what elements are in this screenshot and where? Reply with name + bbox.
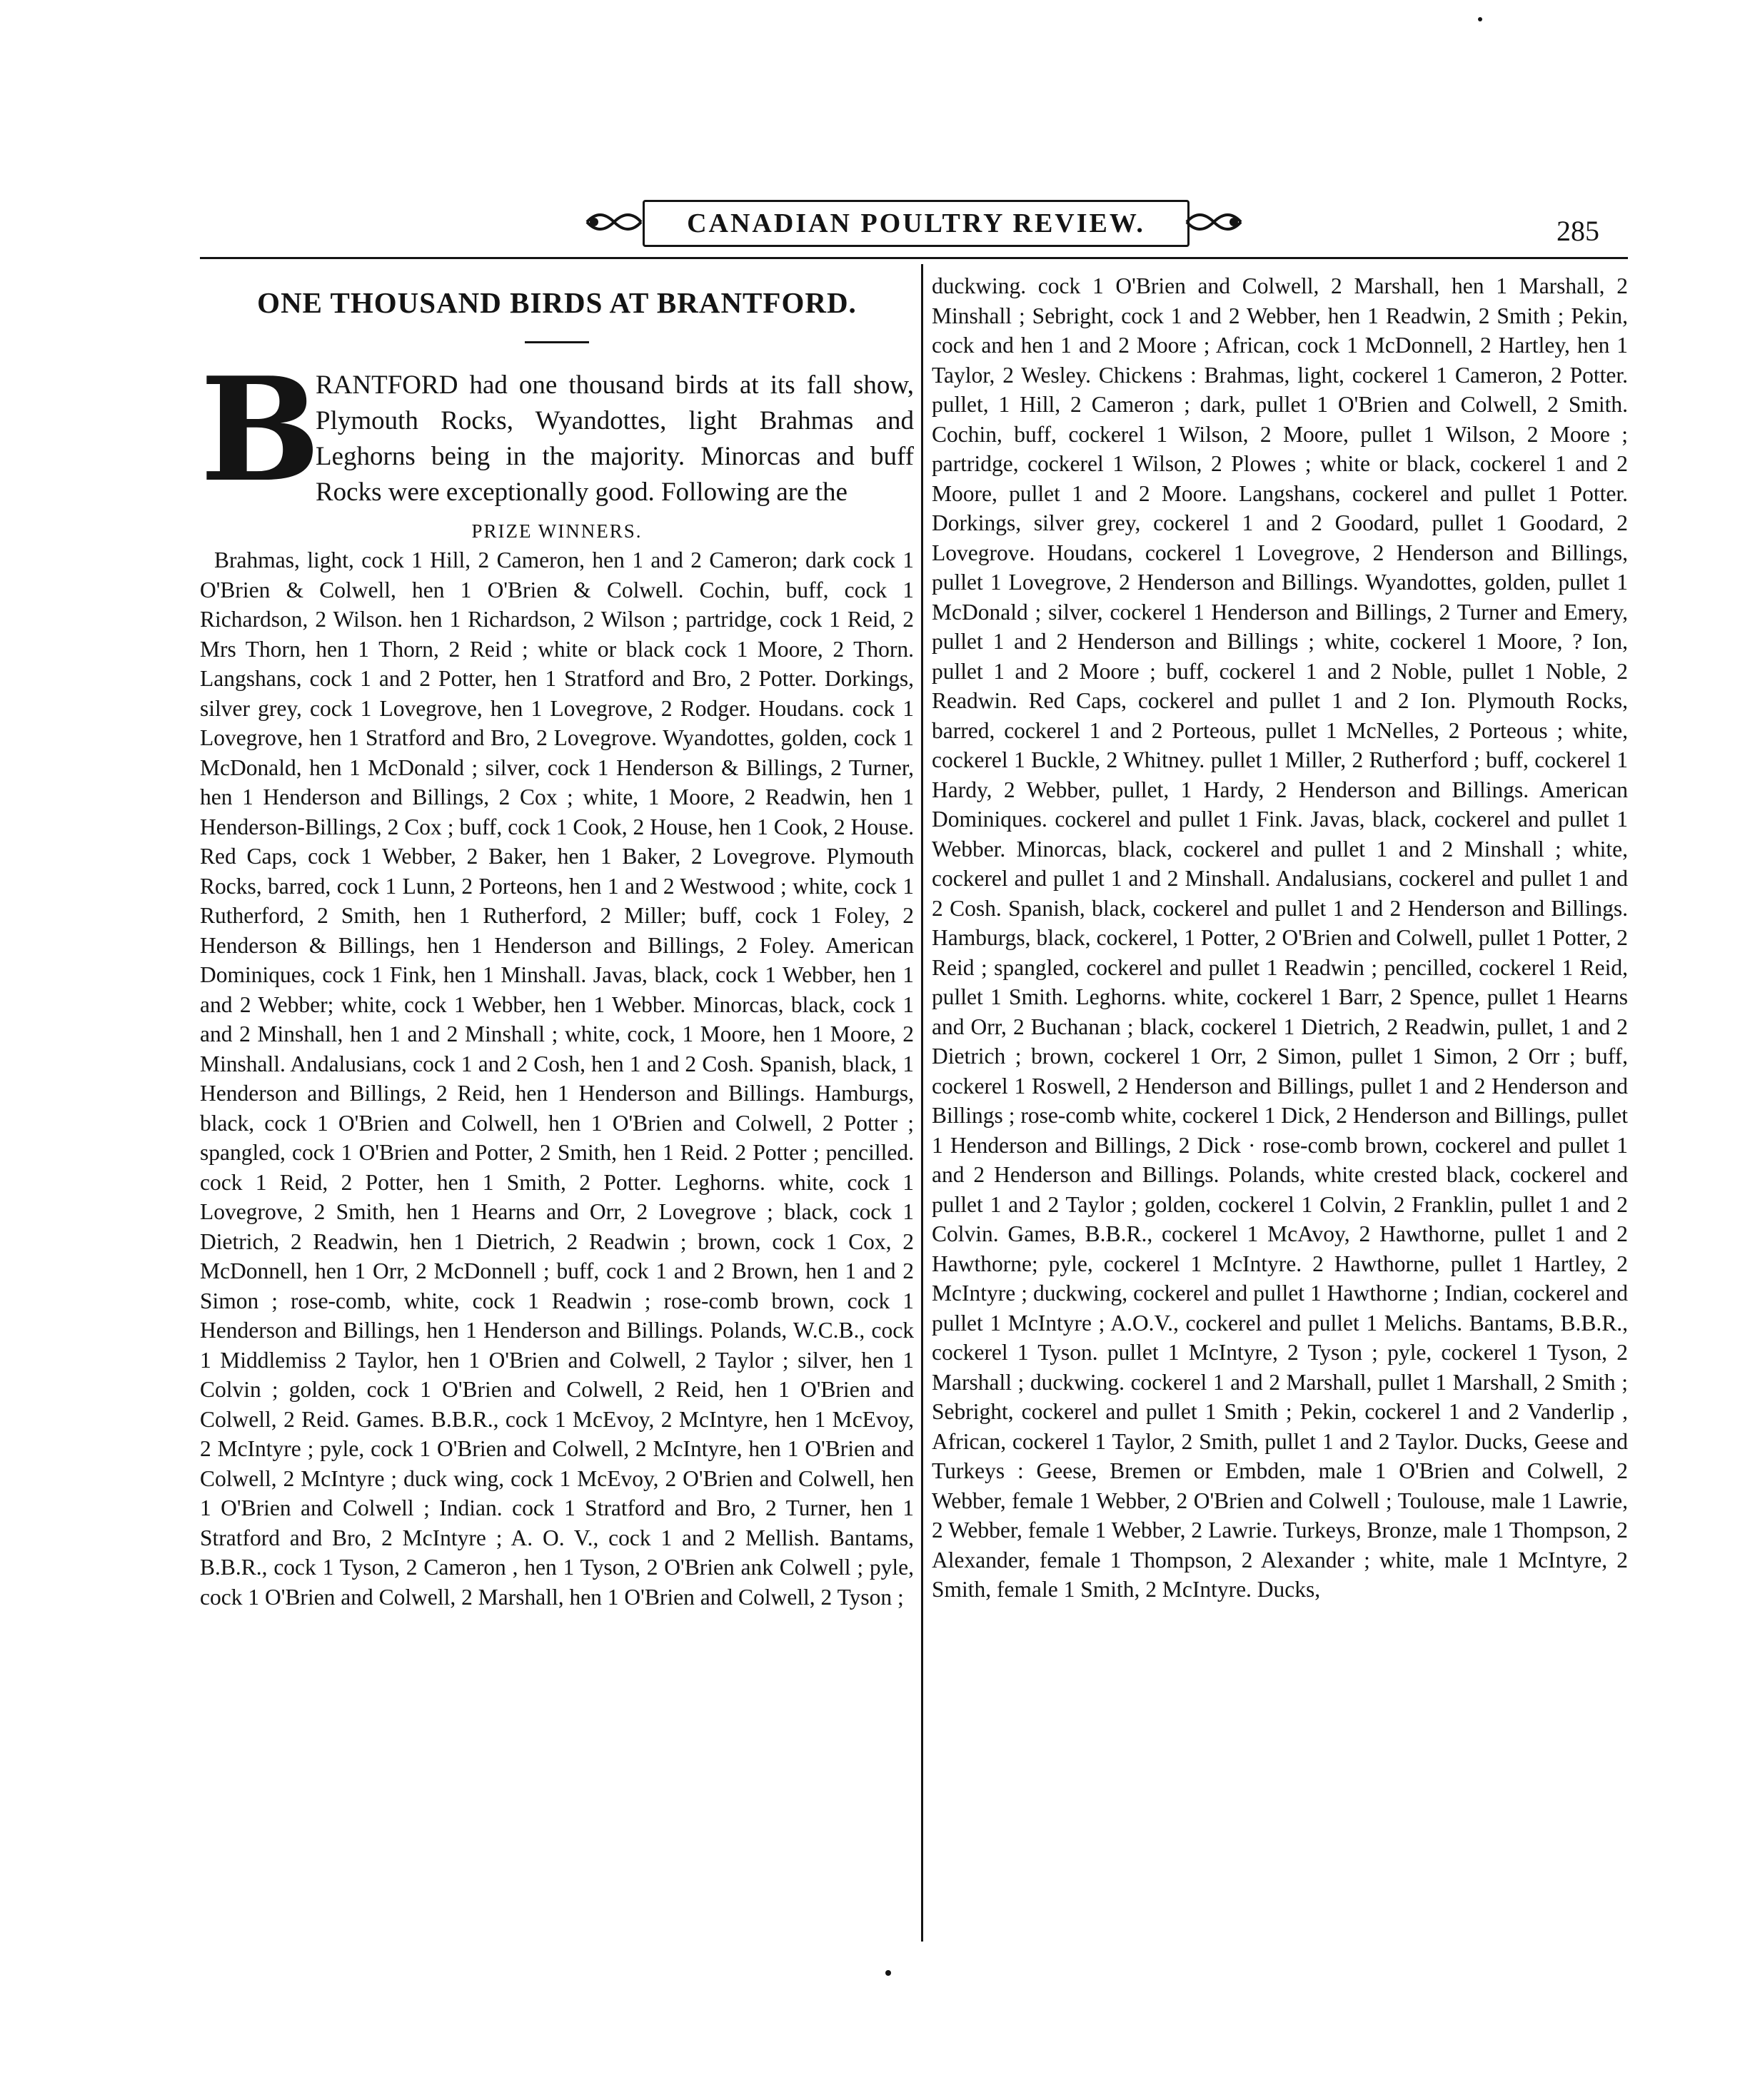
page-number: 285: [1557, 215, 1599, 247]
masthead: [200, 178, 1628, 257]
masthead-title: CANADIAN POULTRY REVIEW.: [643, 200, 1190, 247]
right-column: [932, 271, 1628, 1605]
ornament-left-icon: [585, 204, 643, 240]
header-rule: [200, 257, 1628, 259]
print-speck: [885, 1970, 891, 1976]
article-intro: [200, 346, 914, 514]
intro-text: RANTFORD had one thousand birds at its fall show, Plymouth Rocks, Wyandottes, light Brahmas and Leghorns being in the majority. Minorcas and buff Rocks were exceptionally good. Following are the: [316, 370, 914, 507]
column-divider: [921, 264, 923, 1942]
title-rule: [525, 341, 589, 343]
right-column-text: duckwing. cock 1 O'Brien and Colwell, 2 Marshall, hen 1 Marshall, 2 Minshall ; Sebright, cock 1 and 2 Webber, hen 1 Readwin, 2 Smith ; Pekin, cock and hen 1 and 2 Moore ; African, cock 1 McDonnell, 2 Hartley, hen 1 Taylor, 2 Wesley. Chickens : Brahmas, light, cockerel 1 Cameron, 2 Potter. pullet, 1 Hill, 2 Cameron ; dark, pullet 1 O'Brien and Colwell, 2 Smith. Cochin, buff, cockerel 1 Wilson, 2 Moore, pullet 1 Wilson, 2 Moore ; partridge, cockerel 1 Wilson, 2 Plowes ; white or black, cockerel 1 and 2 Moore, pullet 1 and 2 Moore. Langshans, cockerel and pullet 1 Potter. Dorkings, silver grey, cockerel 1 and 2 Goodard, pullet 1 Goodard, 2 Lovegrove. Houdans, cockerel 1 Lovegrove, 2 Henderson and Billings, pullet 1 Lovegrove, 2 Henderson and Billings. Wyandottes, golden, pullet 1 McDonald ; silver, cockerel 1 Henderson and Billings, 2 Turner and Emery, pullet 1 and 2 Henderson and Billings ; white, cockerel 1 Moore, ? Ion, pullet 1 and 2 Moore ; buff, cockerel 1 and 2 Noble, pullet 1 Noble, 2 Readwin. Red Caps, cockerel and pullet 1 and 2 Ion. Plymouth Rocks, barred, cockerel 1 and 2 Porteous, pullet 1 McNelles, 2 Porteous ; white, cockerel 1 Buckle, 2 Whitney. pullet 1 Miller, 2 Rutherford ; buff, cockerel 1 Hardy, 2 Webber, pullet, 1 Hardy, 2 Henderson and Billings. American Dominiques. cockerel and pullet 1 Fink. Javas, black, cockerel and pullet 1 Webber. Minorcas, black, cockerel and pullet 1 and 2 Minshall ; white, cockerel and pullet 1 and 2 Minshall. Andalusians, cockerel and pullet 1 and 2 Cosh. Spanish, black, cockerel and pullet 1 and 2 Henderson and Billings. Hamburgs, black, cockerel, 1 Potter, 2 O'Brien and Colwell, pullet 1 Potter, 2 Reid ; spangled, cockerel and pullet 1 Readwin ; pencilled, cockerel 1 Reid, pullet 1 Smith. Leghorns. white, cockerel 1 Barr, 2 Spence, pullet 1 Hearns and Orr, 2 Buchanan ; black, cockerel 1 Dietrich, 2 Readwin, pullet, 1 and 2 Dietrich ; brown, cockerel 1 Orr, 2 Simon, pullet 1 Simon, 2 Orr ; buff, cockerel 1 Roswell, 2 Henderson and Billings, pullet 1 and 2 Henderson and Billings ; rose-comb white, cockerel 1 Dick, 2 Henderson and Billings, pullet 1 Henderson and Billings, 2 Dick · rose-comb brown, cockerel and pullet 1 and 2 Henderson and Billings. Polands, white crested black, cockerel and pullet 1 and 2 Taylor ; golden, cockerel 1 Colvin, 2 Franklin, pullet 1 and 2 Colvin. Games, B.B.R., cockerel 1 McAvoy, 2 Hawthorne, pullet 1 and 2 Hawthorne; pyle, cockerel 1 McIntyre. 2 Hawthorne, pullet 1 Hartley, 2 McIntyre ; duckwing, cockerel and pullet 1 Hawthorne ; Indian, cockerel and pullet 1 McIntyre ; A.O.V., cockerel and pullet 1 Melichs. Bantams, B.B.R., cockerel 1 Tyson. pullet 1 McIntyre, 2 Tyson ; pyle, cockerel 1 Tyson, 2 Marshall ; duckwing. cockerel 1 and 2 Marshall, pullet 1 Marshall, 2 Smith ; Sebright, cockerel and pullet 1 Smith ; Pekin, cockerel 1 and 2 Vanderlip , African, cockerel 1 Taylor, 2 Smith, pullet 1 and 2 Taylor. Ducks, Geese and Turkeys : Geese, Bremen or Embden, male 1 O'Brien and Colwell, 2 Webber, female 1 Webber, 2 O'Brien and Colwell ; Toulouse, male 1 Lawrie, 2 Webber, female 1 Webber, 2 Lawrie. Turkeys, Bronze, male 1 Thompson, 2 Alexander, female 1 Thompson, 2 Alexander ; white, male 1 McIntyre, 2 Smith, female 1 Smith, 2 McIntyre. Ducks,: [932, 273, 1628, 1602]
prize-winners-heading: PRIZE WINNERS.: [471, 520, 643, 542]
ornament-right-icon: [1185, 204, 1242, 240]
left-column: [200, 271, 914, 1612]
article-title: ONE THOUSAND BIRDS AT BRANTFORD.: [257, 286, 857, 319]
drop-cap: B: [200, 346, 321, 514]
print-speck: [1478, 17, 1482, 21]
left-column-text: Brahmas, light, cock 1 Hill, 2 Cameron, hen 1 and 2 Cameron; dark cock 1 O'Brien & Colwell, hen 1 O'Brien & Colwell. Cochin, buff, cock 1 Richardson, 2 Wilson. hen 1 Richardson, 2 Wilson ; partridge, cock 1 Reid, 2 Mrs Thorn, hen 1 Thorn, 2 Reid ; white or black cock 1 Moore, 2 Thorn. Langshans, cock 1 and 2 Potter, hen 1 Stratford and Bro, 2 Potter. Dorkings, silver grey, cock 1 Lovegrove, hen 1 Lovegrove, 2 Rodger. Houdans. cock 1 Lovegrove, hen 1 Stratford and Bro, 2 Lovegrove. Wyandottes, golden, cock 1 McDonald, hen 1 McDonald ; silver, cock 1 Henderson & Billings, 2 Turner, hen 1 Henderson and Billings, 2 Cox ; white, 1 Moore, 2 Readwin, hen 1 Henderson-Billings, 2 Cox ; buff, cock 1 Cook, 2 House, hen 1 Cook, 2 House. Red Caps, cock 1 Webber, 2 Baker, hen 1 Baker, 2 Lovegrove. Plymouth Rocks, barred, cock 1 Lunn, 2 Porteons, hen 1 and 2 Westwood ; white, cock 1 Rutherford, 2 Smith, hen 1 Rutherford, 2 Miller; buff, cock 1 Foley, 2 Henderson & Billings, hen 1 Henderson and Billings, 2 Foley. American Dominiques, cock 1 Fink, hen 1 Minshall. Javas, black, cock 1 Webber, hen 1 and 2 Webber; white, cock 1 Webber, hen 1 Webber. Minorcas, black, cock 1 and 2 Minshall, hen 1 and 2 Minshall ; white, cock, 1 Moore, hen 1 Moore, 2 Minshall. Andalusians, cock 1 and 2 Cosh, hen 1 and 2 Cosh. Spanish, black, 1 Henderson and Billings, 2 Reid, hen 1 Henderson and Billings. Hamburgs, black, cock 1 O'Brien and Colwell, hen 1 O'Brien and Colwell, 2 Potter ; spangled, cock 1 O'Brien and Potter, 2 Smith, hen 1 Reid. 2 Potter ; pencilled. cock 1 Reid, 2 Potter, hen 1 Smith, 2 Potter. Leghorns. white, cock 1 Lovegrove, 2 Smith, hen 1 Hearns and Orr, 2 Lovegrove ; black, cock 1 Dietrich, 2 Readwin, hen 1 Dietrich, 2 Readwin ; brown, cock 1 Cox, 2 McDonnell, hen 1 Orr, 2 McDonnell ; buff, cock 1 and 2 Brown, hen 1 and 2 Simon ; rose-comb, white, cock 1 Readwin ; rose-comb brown, cock 1 Henderson and Billings, hen 1 Henderson and Billings. Polands, W.C.B., cock 1 Middlemiss 2 Taylor, hen 1 O'Brien and Colwell, 2 Taylor ; silver, hen 1 Colvin ; golden, cock 1 O'Brien and Colwell, 2 Reid, hen 1 O'Brien and Colwell, 2 Reid. Games. B.B.R., cock 1 McEvoy, 2 McIntyre, hen 1 McEvoy, 2 McIntyre ; pyle, cock 1 O'Brien and Colwell, 2 McIntyre, hen 1 O'Brien and Colwell, 2 McIntyre ; duck wing, cock 1 McEvoy, 2 O'Brien and Colwell, hen 1 O'Brien and Colwell ; Indian. cock 1 Stratford and Bro, 2 Turner, hen 1 Stratford and Bro, 2 McIntyre ; A. O. V., cock 1 and 2 Mellish. Bantams, B.B.R., cock 1 Tyson, 2 Cameron , hen 1 Tyson, 2 O'Brien ank Colwell ; pyle, cock 1 O'Brien and Colwell, 2 Marshall, hen 1 O'Brien and Colwell, 2 Tyson ;: [200, 547, 914, 1610]
